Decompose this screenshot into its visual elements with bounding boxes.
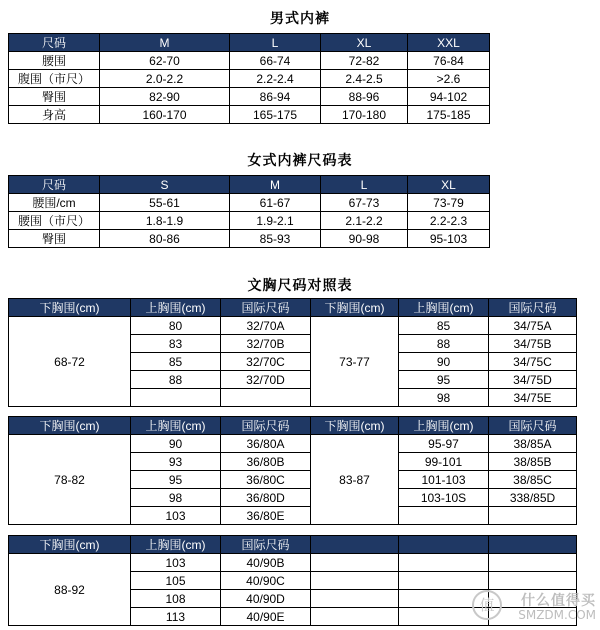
row-label: 腰围/cm [9, 194, 100, 212]
header-cell: 上胸围(cm) [131, 417, 221, 435]
table-cell: 85 [399, 317, 489, 335]
table-cell: 34/75B [489, 335, 577, 353]
table-cell: 160-170 [100, 106, 230, 124]
table-cell: 80 [131, 317, 221, 335]
watermark-line-2: SMZDM.COM [518, 608, 596, 622]
row-label: 身高 [9, 106, 100, 124]
table-cell: 95-103 [408, 230, 490, 248]
table-cell: 86-94 [230, 88, 321, 106]
table-cell: 90 [399, 353, 489, 371]
under-bust-cell: 88-92 [9, 554, 131, 626]
header-cell: L [230, 34, 321, 52]
header-cell: L [321, 176, 408, 194]
table-cell: 82-90 [100, 88, 230, 106]
row-label: 腹围（市尺） [9, 70, 100, 88]
bra-title: 文胸尺码对照表 [247, 278, 353, 294]
table-row [9, 554, 577, 572]
table-row [9, 230, 490, 248]
table-row [9, 70, 490, 88]
empty-cell [311, 554, 399, 572]
bra-table-block-1 [8, 298, 577, 407]
table-cell: 2.2-2.3 [408, 212, 490, 230]
header-cell: 下胸围(cm) [311, 299, 399, 317]
header-cell: 上胸围(cm) [131, 299, 221, 317]
table-row [9, 88, 490, 106]
header-cell: 上胸围(cm) [399, 299, 489, 317]
mens-header-row [9, 34, 490, 52]
table-cell: 1.8-1.9 [100, 212, 230, 230]
table-cell: 67-73 [321, 194, 408, 212]
header-cell: 下胸围(cm) [311, 417, 399, 435]
empty-cell [311, 572, 399, 590]
table-cell: 55-61 [100, 194, 230, 212]
table-cell: 34/75E [489, 389, 577, 407]
table-cell: 36/80B [221, 453, 311, 471]
table-cell: 338/85D [489, 489, 577, 507]
table-cell: 99-101 [399, 453, 489, 471]
table-cell [221, 389, 311, 407]
table-cell: 62-70 [100, 52, 230, 70]
mens-size-table [8, 33, 490, 124]
table-cell: 34/75D [489, 371, 577, 389]
header-cell: 尺码 [9, 176, 100, 194]
row-label: 臀围 [9, 88, 100, 106]
table-cell: 36/80D [221, 489, 311, 507]
table-cell: 175-185 [408, 106, 490, 124]
header-cell [489, 536, 577, 554]
table-cell: 170-180 [321, 106, 408, 124]
table-cell: 103 [131, 554, 221, 572]
table-row [9, 435, 577, 453]
header-cell [399, 536, 489, 554]
table-cell [399, 507, 489, 525]
under-bust-cell: 83-87 [311, 435, 399, 525]
header-cell: 国际尺码 [489, 417, 577, 435]
table-cell: 32/70C [221, 353, 311, 371]
header-cell: 上胸围(cm) [131, 536, 221, 554]
table-cell: 95 [399, 371, 489, 389]
table-row [9, 106, 490, 124]
table-cell: 40/90B [221, 554, 311, 572]
table-row [9, 317, 577, 335]
table-cell: 40/90E [221, 608, 311, 626]
table-cell: 38/85B [489, 453, 577, 471]
table-cell: 32/70D [221, 371, 311, 389]
table-cell [489, 507, 577, 525]
header-cell: XXL [408, 34, 490, 52]
bra-header-row [9, 417, 577, 435]
header-cell: 国际尺码 [221, 417, 311, 435]
table-cell: 103 [131, 507, 221, 525]
table-cell: 105 [131, 572, 221, 590]
header-cell: 尺码 [9, 34, 100, 52]
row-label: 腰围（市尺） [9, 212, 100, 230]
table-cell: 1.9-2.1 [230, 212, 321, 230]
table-cell: 72-82 [321, 52, 408, 70]
empty-cell [311, 608, 399, 626]
table-cell: 94-102 [408, 88, 490, 106]
header-cell: 下胸围(cm) [9, 536, 131, 554]
table-cell: 36/80E [221, 507, 311, 525]
empty-cell [489, 554, 577, 572]
header-cell: XL [321, 34, 408, 52]
womens-title: 女式内裤尺码表 [247, 153, 353, 169]
table-cell: 2.2-2.4 [230, 70, 321, 88]
watermark [518, 594, 596, 622]
watermark-logo-icon: 值 [472, 590, 502, 620]
table-cell: 80-86 [100, 230, 230, 248]
header-cell: 下胸围(cm) [9, 417, 131, 435]
table-row [9, 52, 490, 70]
header-cell: 上胸围(cm) [399, 417, 489, 435]
header-cell: M [230, 176, 321, 194]
header-cell: 国际尺码 [221, 299, 311, 317]
bra-table-block-2 [8, 416, 577, 525]
table-cell: 98 [399, 389, 489, 407]
table-cell: 83 [131, 335, 221, 353]
table-cell: 90 [131, 435, 221, 453]
table-cell: 34/75A [489, 317, 577, 335]
table-cell: 103-10S [399, 489, 489, 507]
table-cell: 98 [131, 489, 221, 507]
row-label: 腰围 [9, 52, 100, 70]
table-cell: 36/80A [221, 435, 311, 453]
table-cell: 90-98 [321, 230, 408, 248]
header-cell: 下胸围(cm) [9, 299, 131, 317]
empty-cell [489, 572, 577, 590]
table-cell: 108 [131, 590, 221, 608]
table-cell: 95-97 [399, 435, 489, 453]
table-cell: 85-93 [230, 230, 321, 248]
header-cell: M [100, 34, 230, 52]
table-cell: 40/90C [221, 572, 311, 590]
table-cell: 73-79 [408, 194, 490, 212]
table-cell: 38/85A [489, 435, 577, 453]
table-cell: 2.0-2.2 [100, 70, 230, 88]
header-cell: S [100, 176, 230, 194]
table-cell: 34/75C [489, 353, 577, 371]
header-cell: 国际尺码 [489, 299, 577, 317]
table-cell: 32/70B [221, 335, 311, 353]
bra-header-row [9, 299, 577, 317]
table-cell: 113 [131, 608, 221, 626]
watermark-line-1: 什么值得买 [521, 593, 596, 609]
table-cell: 76-84 [408, 52, 490, 70]
empty-cell [399, 554, 489, 572]
womens-header-row [9, 176, 490, 194]
table-cell: 88 [131, 371, 221, 389]
under-bust-cell: 73-77 [311, 317, 399, 407]
under-bust-cell: 68-72 [9, 317, 131, 407]
table-cell: 88 [399, 335, 489, 353]
table-cell: 165-175 [230, 106, 321, 124]
table-cell: 38/85C [489, 471, 577, 489]
table-cell: 66-74 [230, 52, 321, 70]
table-cell: 36/80C [221, 471, 311, 489]
empty-cell [311, 590, 399, 608]
header-cell [311, 536, 399, 554]
table-cell: 32/70A [221, 317, 311, 335]
table-cell: 85 [131, 353, 221, 371]
table-cell [131, 389, 221, 407]
table-cell: 2.1-2.2 [321, 212, 408, 230]
table-cell: 93 [131, 453, 221, 471]
table-cell: 101-103 [399, 471, 489, 489]
womens-size-table [8, 175, 490, 248]
row-label: 臀围 [9, 230, 100, 248]
table-cell: 40/90D [221, 590, 311, 608]
table-cell: 88-96 [321, 88, 408, 106]
bra-header-row [9, 536, 577, 554]
under-bust-cell: 78-82 [9, 435, 131, 525]
header-cell: 国际尺码 [221, 536, 311, 554]
table-row [9, 212, 490, 230]
header-cell: XL [408, 176, 490, 194]
table-cell: >2.6 [408, 70, 490, 88]
table-cell: 2.4-2.5 [321, 70, 408, 88]
table-row [9, 194, 490, 212]
table-cell: 95 [131, 471, 221, 489]
empty-cell [399, 572, 489, 590]
table-cell: 61-67 [230, 194, 321, 212]
mens-title: 男式内裤 [270, 11, 330, 27]
